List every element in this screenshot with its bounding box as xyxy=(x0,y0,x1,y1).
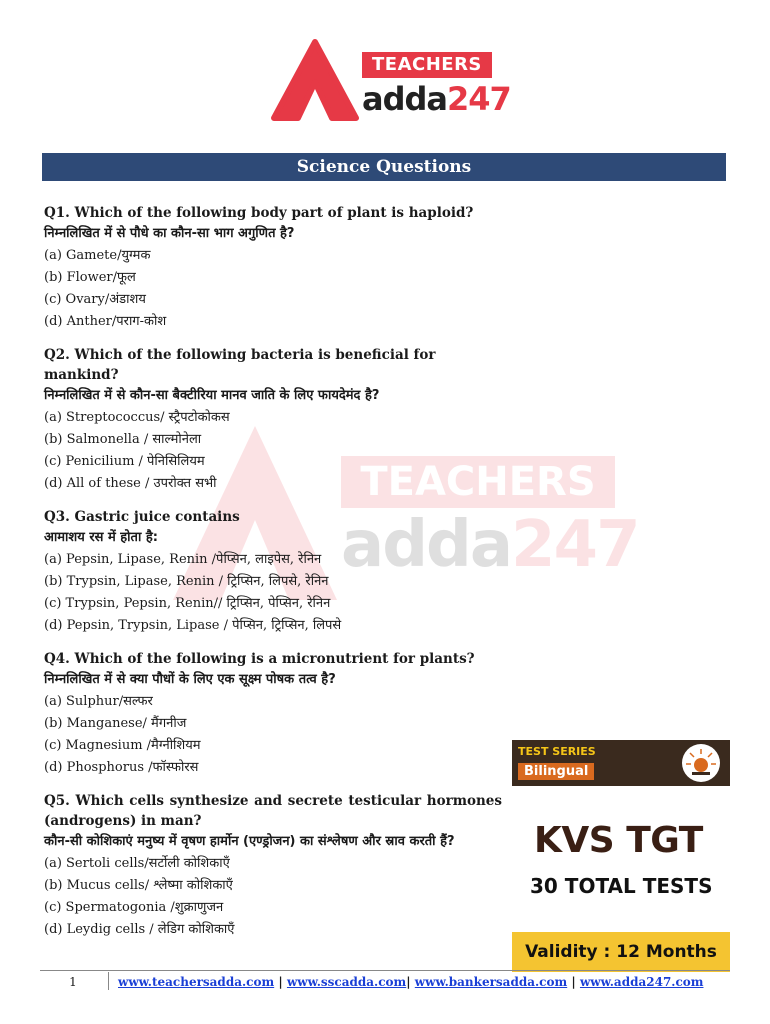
watermark-teachers: TEACHERS xyxy=(341,456,615,508)
ad-total-tests: 30 TOTAL TESTS xyxy=(530,874,713,898)
option-d: (d) Leydig cells / लेडिग कोशिकाएँ xyxy=(44,922,235,937)
question-text-hi: निम्नलिखित में से क्या पौधों के लिए एक सूक्ष्म पोषक तत्व है? xyxy=(44,672,336,687)
kvs-tgt-ad-banner[interactable] xyxy=(512,740,730,972)
logo-triangle-icon xyxy=(270,38,360,124)
ad-validity: Validity : 12 Months xyxy=(512,932,730,972)
logo-adda-number: 247 xyxy=(447,80,511,118)
question-text-en: Q2. Which of the following bacteria is beneficial for mankind? xyxy=(44,347,436,383)
question-text-en: Q1. Which of the following body part of plant is haploid? xyxy=(44,205,474,221)
option-c: (c) Spermatogonia /शुक्राणुजन xyxy=(44,900,224,915)
link-separator: | xyxy=(278,975,283,989)
option-d: (d) Anther/पराग-कोश xyxy=(44,314,167,329)
link-separator: | xyxy=(571,975,576,989)
link-teachersadda[interactable]: www.teachersadda.com xyxy=(118,975,275,989)
option-b: (b) Salmonella / साल्मोनेला xyxy=(44,432,202,447)
option-a: (a) Sulphur/सल्फर xyxy=(44,694,153,709)
ad-test-series-label: TEST SERIES xyxy=(518,745,596,758)
question-3 xyxy=(44,507,502,637)
option-a: (a) Pepsin, Lipase, Renin /पेप्सिन, लाइपेस, रेनिन xyxy=(44,552,322,567)
link-separator: | xyxy=(406,975,411,989)
section-title: Science Questions xyxy=(42,153,726,181)
question-1 xyxy=(44,203,502,333)
option-a: (a) Streptococcus/ स्ट्रैपटोकोकस xyxy=(44,410,230,425)
question-2 xyxy=(44,345,502,495)
question-text-en: Q4. Which of the following is a micronutrient for plants? xyxy=(44,651,475,667)
logo-adda-word: adda xyxy=(362,80,447,118)
footer-links xyxy=(118,975,703,989)
questions-list xyxy=(44,203,502,953)
question-text-hi: निम्नलिखित में से कौन-सा बैक्टीरिया मानव जाति के लिए फायदेमंद है? xyxy=(44,388,380,403)
link-adda247[interactable]: www.adda247.com xyxy=(579,975,704,989)
option-b: (b) Manganese/ मैंगनीज xyxy=(44,716,187,731)
link-bankersadda[interactable]: www.bankersadda.com xyxy=(414,975,568,989)
adda247-logo xyxy=(270,38,511,124)
option-d: (d) All of these / उपरोक्त सभी xyxy=(44,476,217,491)
footer-divider xyxy=(40,970,730,971)
ad-bilingual-badge: Bilingual xyxy=(518,763,594,780)
option-c: (c) Penicilium / पेनिसिलियम xyxy=(44,454,205,469)
option-d: (d) Pepsin, Trypsin, Lipase / पेप्सिन, ट्रिप्सिन, लिपसे xyxy=(44,618,342,633)
question-text-hi: कौन-सी कोशिकाएं मनुष्य में वृषण हार्मोन (एण्ड्रोजन) का संश्लेषण और स्राव करती हैं? xyxy=(44,834,455,849)
option-a: (a) Sertoli cells/सर्टोली कोशिकाएँ xyxy=(44,856,230,871)
option-b: (b) Flower/फूल xyxy=(44,270,136,285)
option-d: (d) Phosphorus /फॉस्फोरस xyxy=(44,760,199,775)
footer-separator xyxy=(108,972,109,990)
logo-adda-text xyxy=(362,80,511,118)
option-c: (c) Magnesium /मैग्नीशियम xyxy=(44,738,201,753)
option-c: (c) Trypsin, Pepsin, Renin// ट्रिप्सिन, पेप्सिन, रेनिन xyxy=(44,596,331,611)
option-a: (a) Gamete/युग्मक xyxy=(44,248,151,263)
option-b: (b) Mucus cells/ श्लेष्मा कोशिकाएँ xyxy=(44,878,233,893)
question-5 xyxy=(44,791,502,941)
link-sscadda[interactable]: www.sscadda.com xyxy=(286,975,407,989)
kvs-emblem-icon xyxy=(680,742,722,784)
question-text-en: Q5. Which cells synthesize and secrete testicular hormones (androgens) in man? xyxy=(44,793,502,829)
page-number: 1 xyxy=(69,975,77,989)
question-text-hi: निम्नलिखित में से पौधे का कौन-सा भाग अगुणित है? xyxy=(44,226,295,241)
watermark-adda-number: 247 xyxy=(511,508,639,582)
option-c: (c) Ovary/अंडाशय xyxy=(44,292,146,307)
question-text-en: Q3. Gastric juice contains xyxy=(44,509,240,525)
watermark-adda-word: adda xyxy=(341,508,511,582)
question-4 xyxy=(44,649,502,779)
ad-header xyxy=(512,740,730,786)
option-b: (b) Trypsin, Lipase, Renin / ट्रिप्सिन, लिपसे, रेनिन xyxy=(44,574,329,589)
logo-teachers-text: TEACHERS xyxy=(362,52,492,78)
ad-title: KVS TGT xyxy=(534,820,703,861)
question-text-hi: आमाशय रस में होता है: xyxy=(44,530,158,545)
